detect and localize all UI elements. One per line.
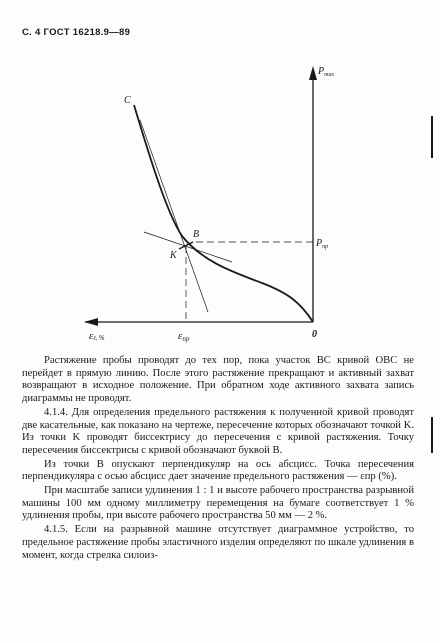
- tension-curve: [134, 105, 313, 322]
- tangent-line-steep: [140, 120, 208, 312]
- label-p-max: $P_{max}$: [318, 66, 335, 78]
- paragraph-1: Растяжение пробы проводят до тех пор, пока участок BC кривой OBC не перейдет в прямую линию. После этого растяжение прекращают и активный захват возвращают в исходное положение. При обратном ходе активного захвата запись диаграммы не проводят.: [22, 355, 414, 405]
- margin-mark-upper: [431, 116, 433, 158]
- paragraph-4: При масштабе записи удлинения 1 : 1 и высоте рабочего пространства разрывной машины 100 мм одному миллиметру перемещения на бумаге соответствует 1 % удлинения пробы, при высоте рабочего пространства 50 мм — 2 %.: [22, 485, 414, 522]
- label-point-k: K: [170, 250, 177, 261]
- label-origin: 0: [312, 329, 317, 340]
- label-p-pr: $P_{пр}$: [316, 238, 329, 250]
- label-point-c: C: [124, 95, 131, 106]
- label-eps-axis: εr, %: [89, 330, 105, 342]
- elongation-axis-arrow: [84, 318, 98, 326]
- body-text: [22, 355, 414, 562]
- paragraph-2: 4.1.4. Для определения предельного растяжения к полученной кривой проводят две касательные, как показано на чертеже, пересечение которых обозначают точкой K. Из точки K проводят биссектрису до пересечения с кривой растяжения. Точку пересечения биссектрисы с кривой обозначают буквой B.: [22, 406, 414, 456]
- paragraph-5: 4.1.5. Если на разрывной машине отсутствует диаграммное устройство, то предельное растяжение пробы эластичного изделия определяют по шкале удлинения в момент, когда стрелка силоиз-: [22, 524, 414, 561]
- margin-mark-lower: [431, 417, 433, 453]
- force-axis-arrow: [309, 66, 317, 80]
- label-point-b: B: [193, 229, 200, 240]
- paragraph-3: Из точки B опускают перпендикуляр на ось абсцисс. Точка пересечения перпендикуляра с осью абсцисс дает значение предельного растяжения — εпр (%).: [22, 458, 414, 483]
- tangent-line-shallow: [144, 232, 232, 262]
- page-header: С. 4 ГОСТ 16218.9—89: [22, 27, 131, 38]
- label-eps-pr: εпр: [178, 330, 190, 343]
